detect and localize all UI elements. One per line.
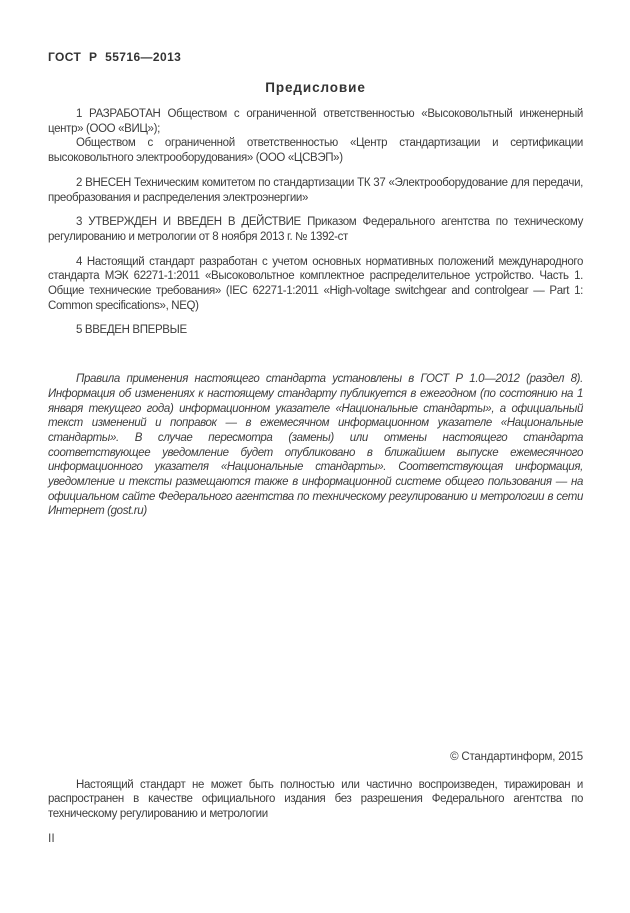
foreword-section [48,107,583,338]
foreword-item-2: 2 ВНЕСЕН Техническим комитетом по стандартизации ТК 37 «Электрооборудование для передачи, преобразования и распределения электроэнергии» [48,176,583,204]
foreword-item-1-part-1: 1 РАЗРАБОТАН Обществом с ограниченной ответственностью «Высоковольтный инженерный центр» (ООО «ВИЦ»); [48,108,583,135]
foreword-item-3: 3 УТВЕРЖДЕН И ВВЕДЕН В ДЕЙСТВИЕ Приказом Федерального агентства по техническому регулированию и метрологии от 8 ноября 2013 г. № 1392-ст [48,216,583,243]
foreword-item-5: 5 ВВЕДЕН ВПЕРВЫЕ [76,324,187,337]
copyright-notice: © Стандартинформ, 2015 [450,751,583,763]
application-rules-note: Правила применения настоящего стандарта установлены в ГОСТ Р 1.0—2012 (раздел 8). Информация об изменениях к настоящему стандарту публикуется в ежегодном (по состоянию на 1 января текущего года) информационном указателе «Национальные стандарты», а официальный текст изменений и поправок — в ежемесячном информационном указателе «Национальные стандарты». В случае пересмотра (замены) или отмены настоящего стандарта соответствующее уведомление будет опубликовано в ближайшем выпуске ежемесячного информационного указателя «Национальные стандарты». Соответствующая информация, уведомление и тексты размещаются также в информационной системе общего пользования — на официальном сайте Федерального агентства по техническому регулированию и метрологии в сети Интернет (gost.ru) [48,373,583,518]
foreword-item-1-part-2: Обществом с ограниченной ответственностью «Центр стандартизации и сертификации высоковольтного электрооборудования» (ООО «ЦСВЭП») [48,137,583,165]
reproduction-restriction: Настоящий стандарт не может быть полностью или частично воспроизведен, тиражирован и распространен в качестве официального издания без разрешения Федерального агентства по техническому регулированию и метрологии [48,778,583,821]
page-title: Предисловие [265,80,366,95]
page-footer [48,750,583,845]
page-number: II [48,830,55,845]
foreword-item-4: 4 Настоящий стандарт разработан с учетом основных нормативных положений международного стандарта МЭК 62271-1:2011 «Высоковольтное комплектное распределительное устройство. Часть 1. Общие технические требования» (IEC 62271-1:2011 «High-voltage switchgear and controlgear — Part 1: Common specifications», NEQ) [48,255,583,312]
document-code-header: ГОСТ Р 55716—2013 [48,50,182,64]
